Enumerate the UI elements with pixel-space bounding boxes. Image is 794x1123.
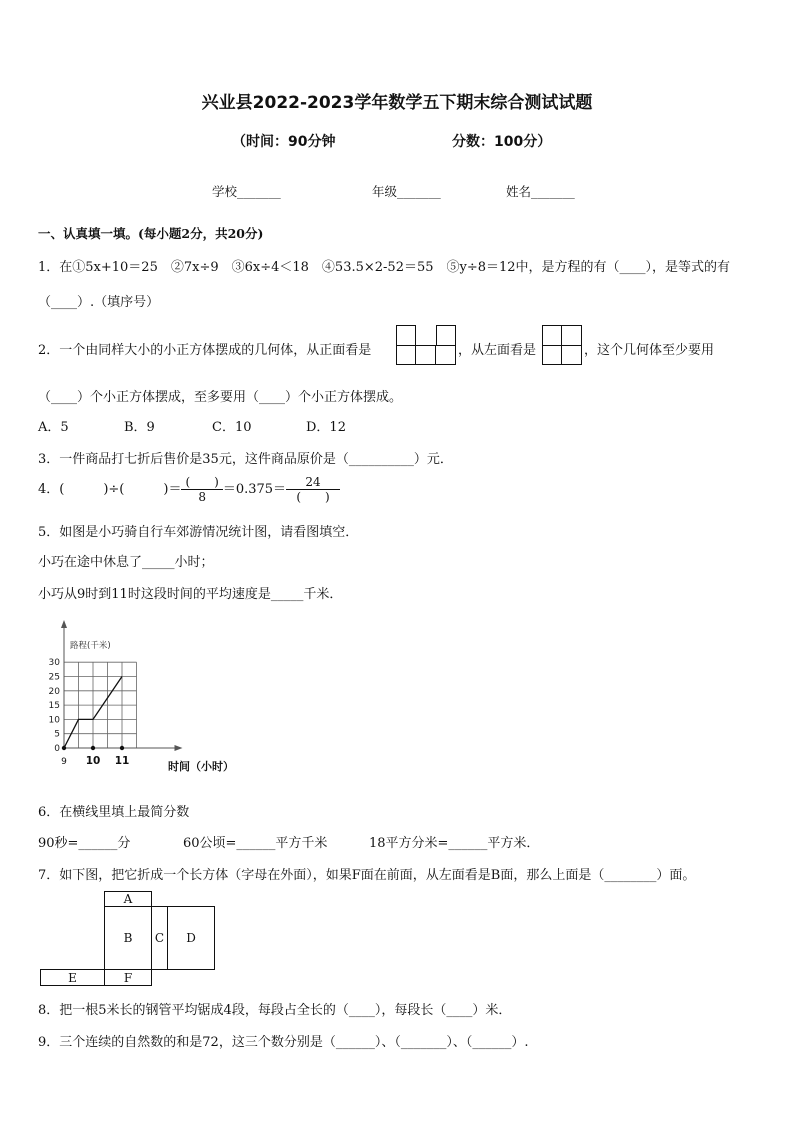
y-tick-label: 0	[54, 744, 60, 754]
fraction-1-denominator: 8	[198, 490, 206, 504]
y-tick-label: 30	[48, 658, 60, 669]
face-d: D	[167, 906, 215, 970]
grade-field[interactable]: 年级_______	[372, 184, 441, 199]
face-a: A	[104, 891, 152, 907]
page-title: 兴业县2022-2023学年数学五下期末综合测试试题	[201, 93, 593, 113]
y-axis-label: 路程(千米)	[70, 641, 111, 651]
question-5-line-2: 小巧在途中休息了_____小时；	[38, 555, 214, 570]
y-tick-label: 10	[48, 715, 60, 726]
question-1-line-2: （____）.（填序号）	[38, 295, 160, 310]
x-tick-dot	[91, 746, 95, 750]
question-6-a: 90秒=______分	[38, 836, 131, 851]
exam-time: （时间：90分钟	[232, 134, 336, 150]
cuboid-net	[40, 891, 216, 987]
x-axis-arrow	[175, 745, 183, 751]
option-d[interactable]: D．12	[306, 420, 346, 435]
x-tick-label: 11	[114, 755, 130, 767]
question-2-part-3: ，这个几何体至少要用	[584, 343, 715, 358]
option-b[interactable]: B．9	[124, 420, 155, 435]
question-3: 3．一件商品打七折后售价是35元，这件商品原价是（__________）元．	[38, 452, 453, 467]
x-tick-dot	[120, 746, 124, 750]
question-4-prefix: 4．( )÷( )＝	[38, 482, 182, 497]
left-view-figure	[542, 325, 582, 365]
option-a[interactable]: A．5	[38, 420, 69, 435]
question-6-title: 6．在横线里填上最简分数	[38, 805, 190, 820]
x-tick-label: 9	[61, 757, 67, 767]
y-tick-label: 5	[54, 729, 60, 740]
question-7: 7．如下图，把它折成一个长方体（字母在外面），如果F面在前面，从左面看是B面，那么上面是（________）面。	[38, 868, 696, 883]
question-2-part-2: ，从左面看是	[458, 343, 537, 358]
face-f: F	[104, 969, 152, 986]
front-view-figure	[396, 325, 456, 365]
question-6-c: 18平方分米=______平方米．	[369, 836, 540, 851]
question-4-middle: ＝0.375＝	[222, 482, 287, 497]
question-5-line-3: 小巧从9时到11时这段时间的平均速度是_____千米．	[38, 587, 343, 602]
fraction-1	[181, 475, 222, 504]
question-9: 9．三个连续的自然数的和是72，这三个数分别是（______）、（_______）、（______）.	[38, 1035, 529, 1050]
y-tick-label: 15	[48, 701, 60, 712]
distance-time-chart	[30, 618, 260, 778]
question-8: 8．把一根5米长的钢管平均锯成4段，每段占全长的（____），每段长（____）米．	[38, 1003, 512, 1018]
face-b: B	[104, 906, 152, 970]
question-1-line-1: 1．在①5x+10＝25 ②7x÷9 ③6x÷4＜18 ④53.5×2-52＝55 ⑤y÷8＝12中，是方程的有（____），是等式的有	[38, 260, 731, 275]
x-axis-label: 时间（小时）	[168, 760, 234, 773]
school-field[interactable]: 学校_______	[212, 184, 281, 199]
question-6-b: 60公顷=______平方千米	[183, 836, 328, 851]
question-2-line-2: （____）个小正方体摆成，至多要用（____）个小正方体摆成。	[38, 390, 403, 405]
y-axis-arrow	[61, 620, 67, 628]
fraction-2-denominator: ( )	[296, 490, 330, 504]
x-tick-label: 10	[85, 755, 101, 767]
option-c[interactable]: C．10	[212, 420, 252, 435]
question-4	[38, 475, 340, 504]
question-2-part-1: 2．一个由同样大小的小正方体摆成的几何体，从正面看是	[38, 343, 372, 358]
fraction-1-numerator: ( )	[181, 475, 222, 490]
fraction-2-numerator: 24	[286, 475, 340, 490]
question-5-line-1: 5．如图是小巧骑自行车郊游情况统计图，请看图填空．	[38, 525, 359, 540]
fraction-2	[286, 475, 340, 504]
face-c: C	[151, 906, 168, 970]
face-e: E	[40, 969, 105, 986]
exam-score: 分数：100分）	[452, 134, 552, 150]
name-field[interactable]: 姓名_______	[506, 184, 575, 199]
y-tick-label: 20	[48, 686, 60, 697]
section-1-heading: 一、认真填一填。(每小题2分，共20分)	[38, 226, 264, 241]
y-tick-label: 25	[48, 672, 60, 683]
